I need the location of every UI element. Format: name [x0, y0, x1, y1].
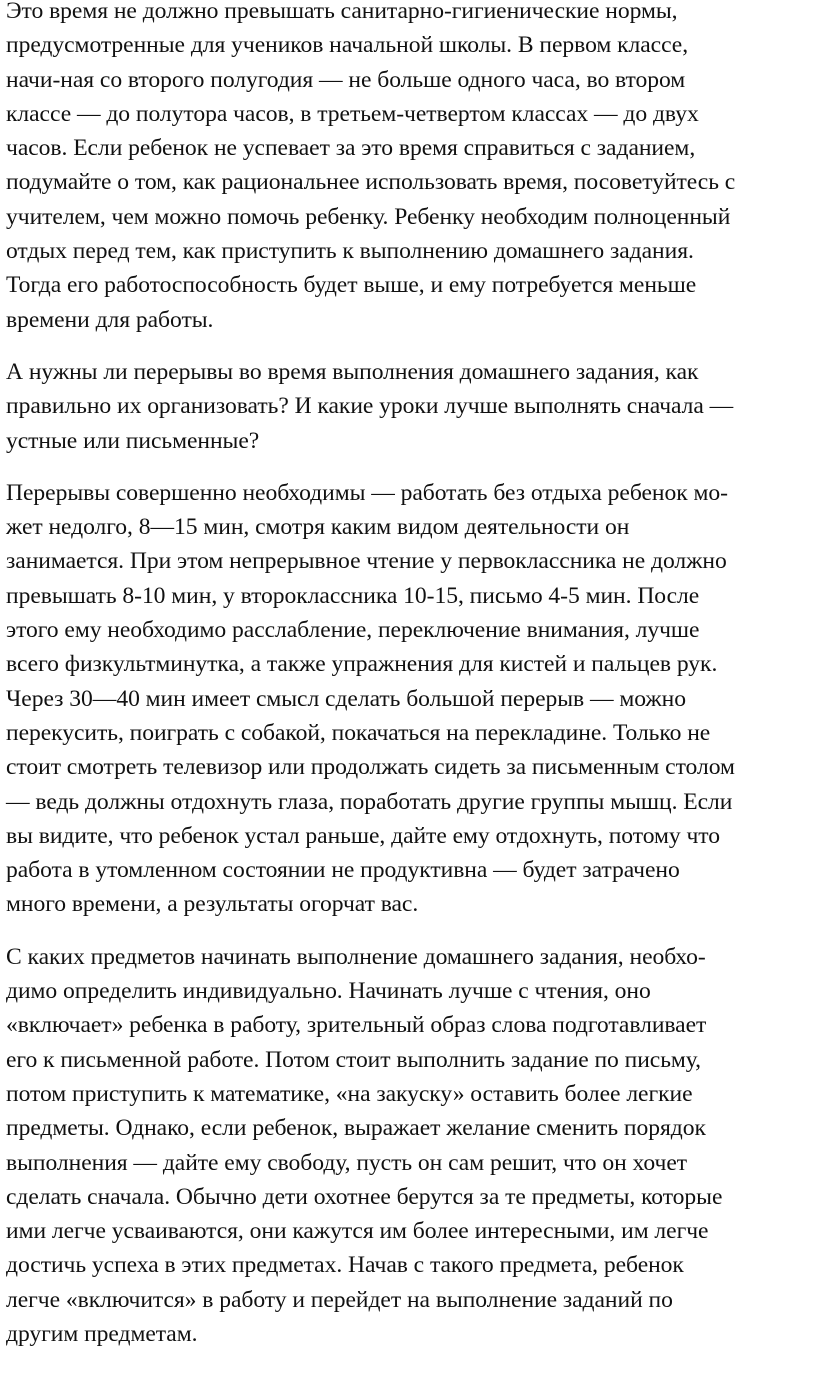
- text-line: перекусить, поиграть с собакой, покачаться на перекладине. Только не: [6, 719, 711, 746]
- text-line: Тогда его работоспособность будет выше, и ему потребуется меньше: [6, 272, 697, 299]
- text-line: классе — до полутора часов, в третьем-четвертом классах — до двух: [6, 100, 699, 127]
- text-line: много времени, а результаты огорчат вас.: [6, 891, 419, 918]
- text-line: сделать сначала. Обычно дети охотнее берутся за те предметы, которые: [6, 1183, 723, 1210]
- text-line: превышать 8-10 мин, у второклассника 10-15, письмо 4-5 мин. После: [6, 582, 700, 609]
- text-line: жет недолго, 8—15 мин, смотря каким видом деятельности он: [6, 514, 630, 541]
- text-line: Это время не должно превышать санитарно-гигиенические нормы,: [6, 0, 678, 24]
- text-line: подумайте о том, как рациональнее использовать время, посоветуйтесь с: [6, 169, 736, 196]
- text-line: потом приступить к математике, «на закуску» оставить более легкие: [6, 1080, 693, 1107]
- text-line: достичь успеха в этих предметах. Начав с такого предмета, ребенок: [6, 1252, 684, 1279]
- text-line: отдых перед тем, как приступить к выполнению домашнего задания.: [6, 238, 694, 265]
- text-line: его к письменной работе. Потом стоит выполнить задание по письму,: [6, 1046, 702, 1073]
- text-line: вы видите, что ребенок устал раньше, дайте ему отдохнуть, потому что: [6, 822, 720, 849]
- text-line: А нужны ли перерывы во время выполнения домашнего задания, как: [6, 358, 699, 385]
- text-line: выполнения — дайте ему свободу, пусть он сам решит, что он хочет: [6, 1149, 688, 1176]
- text-line: стоит смотреть телевизор или продолжать сидеть за письменным столом: [6, 754, 735, 781]
- text-line: устные или письменные?: [6, 427, 260, 454]
- text-line: С каких предметов начинать выполнение домашнего задания, необхо-: [6, 943, 706, 970]
- text-line: «включает» ребенка в работу, зрительный образ слова подготавливает: [6, 1012, 707, 1039]
- text-line: работа в утомленном состоянии не продуктивна — будет затрачено: [6, 857, 680, 884]
- text-line: предусмотренные для учеников начальной школы. В первом классе,: [6, 32, 689, 59]
- text-line: — ведь должны отдохнуть глаза, поработать другие группы мышц. Если: [6, 788, 733, 815]
- text-line: учителем, чем можно помочь ребенку. Ребенку необходим полноценный: [6, 203, 731, 230]
- text-line: димо определить индивидуально. Начинать лучше с чтения, оно: [6, 978, 651, 1005]
- text-line: правильно их организовать? И какие уроки лучше выполнять сначала —: [6, 393, 734, 420]
- text-line: легче «включится» в работу и перейдет на выполнение заданий по: [6, 1286, 673, 1313]
- text-line: всего физкультминутка, а также упражнения для кистей и пальцев рук.: [6, 651, 718, 678]
- text-line: времени для работы.: [6, 306, 214, 333]
- text-line: начи-ная со второго полугодия — не больше одного часа, во втором: [6, 66, 686, 93]
- text-line: предметы. Однако, если ребенок, выражает желание сменить порядок: [6, 1115, 706, 1142]
- paragraph-homework-time-norms: [6, 0, 810, 337]
- paragraph-subject-order: [6, 940, 810, 1352]
- paragraph-breaks-question: [6, 355, 810, 458]
- paragraph-breaks-answer: [6, 476, 810, 922]
- text-line: Через 30—40 мин имеет смысл сделать большой перерыв — можно: [6, 685, 686, 712]
- text-line: часов. Если ребенок не успевает за это время справиться с заданием,: [6, 135, 696, 162]
- text-line: другим предметам.: [6, 1320, 198, 1347]
- text-line: ими легче усваиваются, они кажутся им более интересными, им легче: [6, 1218, 709, 1245]
- text-line: Перерывы совершенно необходимы — работать без отдыха ребенок мо-: [6, 479, 728, 506]
- text-line: этого ему необходимо расслабление, переключение внимания, лучше: [6, 617, 700, 644]
- text-line: занимается. При этом непрерывное чтение у первоклассника не должно: [6, 548, 727, 575]
